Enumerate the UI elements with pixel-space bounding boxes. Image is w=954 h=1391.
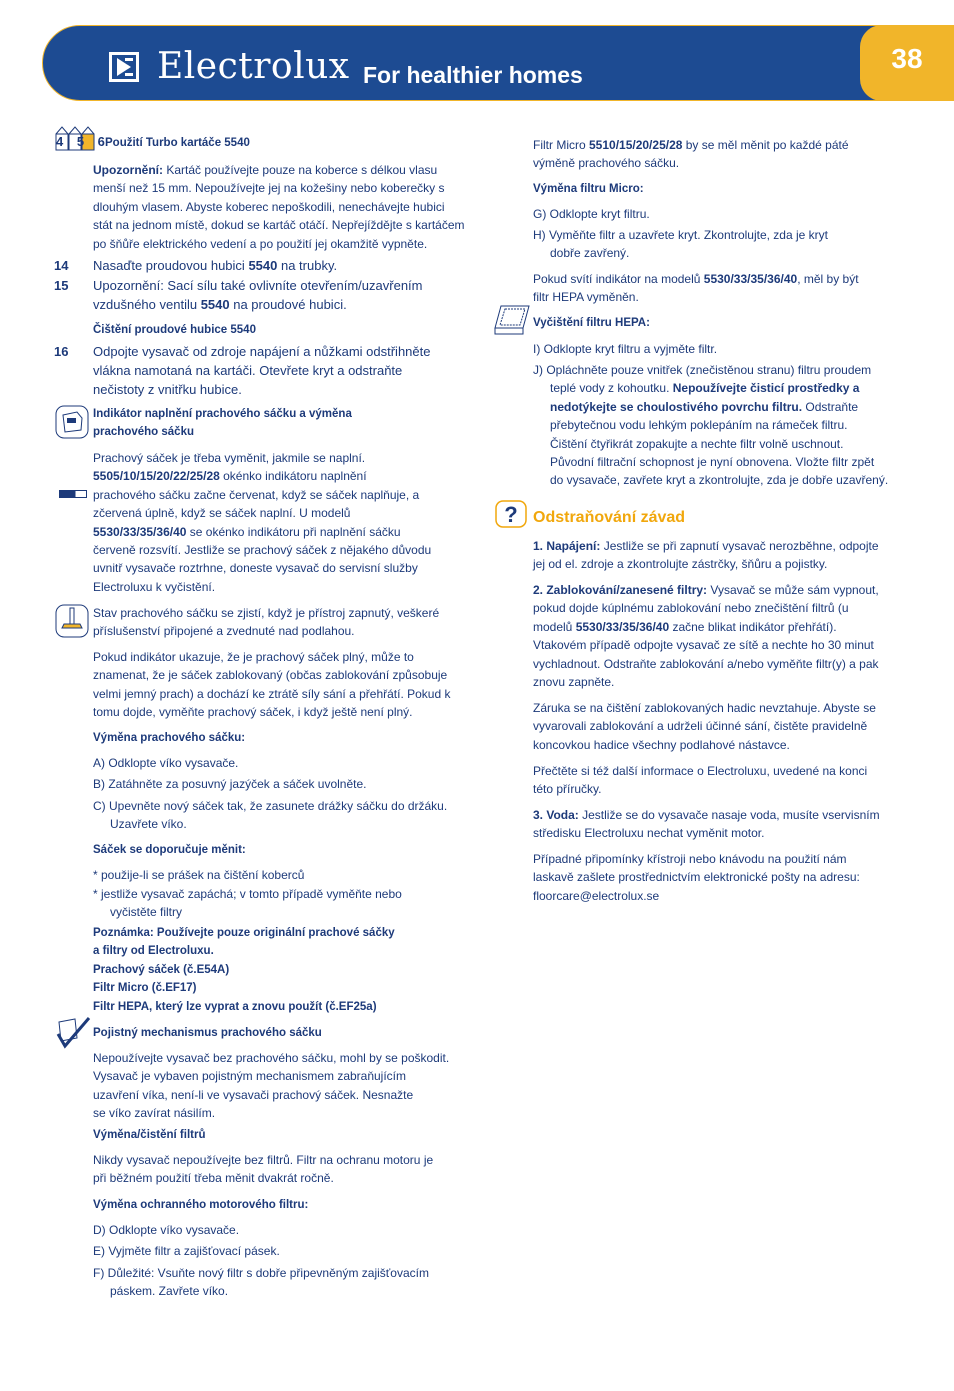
section-title-filters: Výměna/čistění filtrů — [93, 1129, 206, 1141]
model-number: 5540 — [200, 297, 230, 312]
text: velmi jemný prach) a dochází ke ztrátě síly sání a přehřátí. Pokud k — [93, 686, 451, 701]
text: Uzavřete víko. — [110, 817, 187, 832]
warning-label: Upozornění: — [93, 163, 163, 177]
text: uvnitř vysavače roztrhne, doneste vysavač do servisní služby — [93, 561, 418, 576]
text: koncovkou hadice všechny podlahové nástavce. — [533, 737, 790, 752]
warning-line: dlouhým vlasem. Abyste koberec nepoškodili, nenechávejte hubici — [93, 199, 445, 214]
motor-f — [93, 1264, 429, 1301]
text: jej od el. zdroje a zkontrolujte zástrčky, šňůru a pojistky. — [533, 557, 828, 572]
text: výměně prachového sáčku. — [533, 156, 680, 171]
text: přebytečnou vodu lehkým poklepáním na rámeček filtru. — [550, 418, 848, 433]
page-number-tab — [860, 25, 954, 101]
lifted-nozzle-icon — [55, 604, 89, 638]
text: vychladnout. Odstraňte zablokování a/nebo vyměňte filtr(y) a pak — [533, 656, 879, 671]
section-title-troubleshooting: Odstraňování závad — [533, 509, 686, 526]
motor-e: E) Vyjměte filtr a zajišťovací pásek. — [93, 1244, 280, 1258]
page-number: 38 — [891, 43, 923, 74]
text: Vtakovém případě odpojte vysavač ze sítě a nechte ho 30 minut — [533, 638, 874, 653]
header-bar — [42, 25, 904, 101]
model-number: 5510/15/20/25/28 — [589, 138, 683, 152]
replace-bag-c — [93, 797, 447, 834]
text: teplé vody z kohoutku. — [550, 381, 673, 396]
warning-line: stát na jednom místě, dokud se kartáč otáčí. Nepřejíždějte s kartáčem — [93, 218, 465, 233]
text: Jestliže se do vysavače nasaje voda, musíte vservisním — [578, 808, 880, 822]
text: znovu zapněte. — [533, 675, 615, 690]
question-mark-icon — [495, 500, 527, 528]
text: Electroluxu k vyčistění. — [93, 579, 216, 594]
hepa-i: I) Odklopte kryt filtru a vyjměte filtr. — [533, 342, 718, 356]
text: Upozornění: Sací sílu také ovlivníte otevřením/uzavřením — [93, 278, 423, 293]
text: modelů — [533, 619, 576, 634]
text: nečistoty z vnitřku hubice. — [93, 382, 242, 397]
indicator-paragraph — [93, 449, 468, 596]
turbo-warning — [93, 161, 473, 253]
micro-paragraph — [533, 136, 849, 173]
text: Nepoužívejte vysavač bez prachového sáčku, mohl by se poškodit. — [93, 1051, 450, 1065]
text: středisku Electroluxu nechat vyměnit motor. — [533, 826, 765, 841]
contact-email[interactable]: floorcare@electrolux.se — [533, 888, 660, 903]
text: při běžném použití třeba měnit dvakrát ročně. — [93, 1171, 334, 1186]
text: příslušenství připojené a zvednuté nad podlahou. — [93, 624, 355, 639]
step-number: 15 — [54, 278, 69, 293]
text: * jestliže vysavač zapáchá; v tomto případě vyměňte nebo — [93, 887, 402, 901]
warning-line: Kartáč používejte pouze na koberce s délkou vlasu — [166, 163, 438, 177]
replace-bag-a: A) Odklopte víko vysavače. — [93, 756, 239, 770]
text: uzavření víka, není-li ve vysavači prachový sáček. Nesnažte — [93, 1087, 414, 1102]
water-paragraph — [533, 806, 880, 843]
text: Indikátor naplnění prachového sáčku a výměna — [93, 408, 352, 420]
dustbag-indicator-icon — [55, 405, 89, 439]
note-block — [93, 924, 395, 1016]
info-paragraph — [533, 762, 867, 799]
hepa-paragraph — [533, 270, 859, 307]
hepa-filter-icon — [493, 304, 531, 336]
recommend-item: * použije-li se prášek na čištění koberců — [93, 868, 305, 882]
text: se okénko indikátoru při naplnění sáčku — [186, 524, 401, 539]
text: Odstraňte — [802, 399, 859, 414]
motor-d: D) Odklopte víko vysavače. — [93, 1223, 240, 1237]
text: F) Důležité: Vsuňte nový filtr s dobře připevněným zajišťovacím — [93, 1266, 429, 1280]
model-number: 5540 — [248, 258, 278, 273]
text: Původní filtrační schopnost je nyní obnovena. Vložte filtr zpět — [550, 455, 875, 470]
text: filtr HEPA vyměněn. — [533, 290, 639, 305]
text: Filtr Micro (č.EF17) — [93, 982, 197, 995]
section-title-motor: Výměna ochranného motorového filtru: — [93, 1199, 309, 1211]
warning-line: po šňůře elektrického vedení a po použití jej okamžitě vypněte. — [93, 236, 428, 251]
text: se víko zavírat násilím. — [93, 1106, 216, 1121]
brand-name: Electrolux — [157, 46, 350, 87]
recommend-item — [93, 885, 402, 922]
text: by se měl měnit po každé páté — [682, 138, 849, 152]
text: H) Vyměňte filtr a uzavřete kryt. Zkontrolujte, zda je kryt — [533, 228, 828, 242]
text: páskem. Zavřete víko. — [110, 1284, 229, 1299]
section-title-clean: Čištění proudové hubice 5540 — [93, 324, 256, 336]
text: Stav prachového sáčku se zjistí, když je přístroj zapnutý, veškeré — [93, 606, 440, 620]
model-number: 5530/33/35/36/40 — [93, 524, 187, 539]
step-14 — [93, 256, 337, 275]
section-title-indicator — [93, 405, 352, 442]
text: okénko indikátoru naplnění — [219, 469, 367, 484]
text: Nikdy vysavač nepoužívejte bez filtrů. Filtr na ochranu motoru je — [93, 1153, 434, 1167]
step-number: 16 — [54, 344, 69, 359]
text: Případné připomínky křístroji nebo knávodu na použití nám — [533, 852, 847, 866]
text: Prachový sáček (č.E54A) — [93, 963, 230, 976]
status-paragraph — [93, 604, 439, 641]
text: Vysavač se může sám vypnout, — [707, 583, 879, 597]
text: vzdušného ventilu — [93, 297, 201, 312]
text: tomu dojde, vyměňte prachový sáček, i když ještě není plný. — [93, 705, 413, 720]
text: Filtr HEPA, který lze vyprat a znovu použít (č.EF25a) — [93, 1000, 377, 1013]
contact-paragraph — [533, 850, 860, 905]
text: dobře zavřený. — [550, 246, 630, 261]
svg-text:?: ? — [504, 502, 518, 527]
power-paragraph — [533, 537, 879, 574]
text: vlákna namotaná na kartáči. Otevřete kryt a odstraňte — [93, 363, 403, 378]
micro-g: G) Odklopte kryt filtru. — [533, 207, 650, 221]
text: pokud dojde kúplnému zablokování nebo znečištění filtrů (u — [533, 601, 849, 616]
text: Čištění čtyřikrát zopakujte a nechte filtr volně uschnout. — [550, 436, 844, 451]
step-15 — [93, 276, 423, 314]
section-title-recommend: Sáček se doporučuje měnit: — [93, 844, 246, 856]
warning-line: menší než 15 mm. Nepoužívejte jej na kožešiny nebo koberečky s — [93, 181, 445, 196]
tagline: For healthier homes — [363, 62, 583, 88]
indicator-window-icon — [59, 490, 87, 498]
text: Odpojte vysavač od zdroje napájení a nůžkami odstřihněte — [93, 344, 431, 359]
warranty-paragraph — [533, 699, 876, 754]
step-number: 14 — [54, 258, 69, 273]
filters-paragraph — [93, 1151, 433, 1188]
text: Záruka se na čištění zablokovaných hadic nevztahuje. Abyste se — [533, 701, 876, 715]
page-header — [42, 25, 954, 101]
text: Poznámka: Používejte pouze originální prachové sáčky — [93, 927, 395, 939]
text: do vysavače, zavřete kryt a zkontrolujte, zda je dobře uzavřený. — [550, 473, 889, 488]
text: Prachový sáček je třeba vyměnit, jakmile se naplní. — [93, 451, 366, 465]
safety-paragraph — [93, 1049, 449, 1123]
replace-bag-b: B) Zatáhněte za posuvný jazýček a sáček uvolněte. — [93, 777, 367, 791]
text: laskavě zašlete prostřednictvím elektronické pošty na adresu: — [533, 870, 860, 885]
section-title-safety: Pojistný mechanismus prachového sáčku — [93, 1027, 322, 1039]
step-icon-digits: 4 5 6 — [56, 134, 110, 149]
section-title-turbo: Použití Turbo kartáče 5540 — [105, 137, 250, 149]
blockage-paragraph — [533, 581, 923, 691]
text: nedotýkejte se choulostivého povrchu filtru. — [550, 399, 803, 414]
text: a filtry od Electroluxu. — [93, 945, 214, 958]
model-number: 5530/33/35/36/40 — [575, 619, 670, 634]
model-number: 5530/33/35/36/40 — [703, 272, 798, 286]
section-title-hepa: Vyčištění filtru HEPA: — [533, 317, 650, 329]
hepa-j — [533, 361, 913, 490]
text: Vysavač je vybaven pojistným mechanismem zabraňujícím — [93, 1069, 407, 1084]
text: 2. Zablokování/zanesené filtry: — [533, 583, 708, 597]
text: prachového sáčku začne červenat, když se sáček naplňuje, a — [93, 487, 420, 502]
text: vyčistěte filtry — [110, 905, 183, 920]
text: na proudové hubici. — [229, 297, 347, 312]
text: vyvarovali zablokování a udrželi účinné sání, čistěte pravidelně — [533, 719, 868, 734]
text: této příručky. — [533, 782, 602, 797]
electrolux-logo-icon — [109, 52, 139, 82]
text: Jestliže se při zapnutí vysavač nerozběhne, odpojte — [600, 539, 879, 553]
text: Pokud svítí indikátor na modelů — [533, 272, 704, 286]
text: znamenat, že je sáček zablokovaný (občas zablokování způsobuje — [93, 668, 448, 683]
text: 3. Voda: — [533, 808, 579, 822]
text: Nasaďte proudovou hubici — [93, 258, 249, 273]
text: červeně rozsvítí. Jestliže se prachový sáček z nějakého důvodu — [93, 543, 432, 558]
text: začne blikat indikátor přehřátí). — [669, 619, 837, 634]
text: Nepoužívejte čisticí prostředky a — [672, 381, 860, 396]
bag-full-paragraph — [93, 648, 451, 722]
step-16 — [93, 342, 430, 399]
section-title-micro: Výměna filtru Micro: — [533, 183, 644, 195]
text: na trubky. — [277, 258, 338, 273]
text: zčervená úplně, když se sáček naplní. U modelů — [93, 506, 351, 521]
text: , měl by být — [797, 272, 859, 286]
text: prachového sáčku — [93, 426, 194, 439]
checkmark-icon — [55, 1016, 91, 1050]
text: Filtr Micro — [533, 138, 589, 152]
text: C) Upevněte nový sáček tak, že zasunete drážky sáčku do držáku. — [93, 799, 448, 813]
text: 1. Napájení: — [533, 539, 601, 553]
text: Přečtěte si též další informace o Electroluxu, uvedené na konci — [533, 764, 868, 778]
text: Pokud indikátor ukazuje, že je prachový sáček plný, může to — [93, 650, 414, 664]
section-title-replace-bag: Výměna prachového sáčku: — [93, 732, 246, 744]
model-number: 5505/10/15/20/22/25/28 — [93, 469, 220, 484]
micro-h — [533, 226, 828, 263]
text: J) Opláchněte pouze vnitřek (znečistěnou stranu) filtru proudem — [533, 363, 872, 377]
